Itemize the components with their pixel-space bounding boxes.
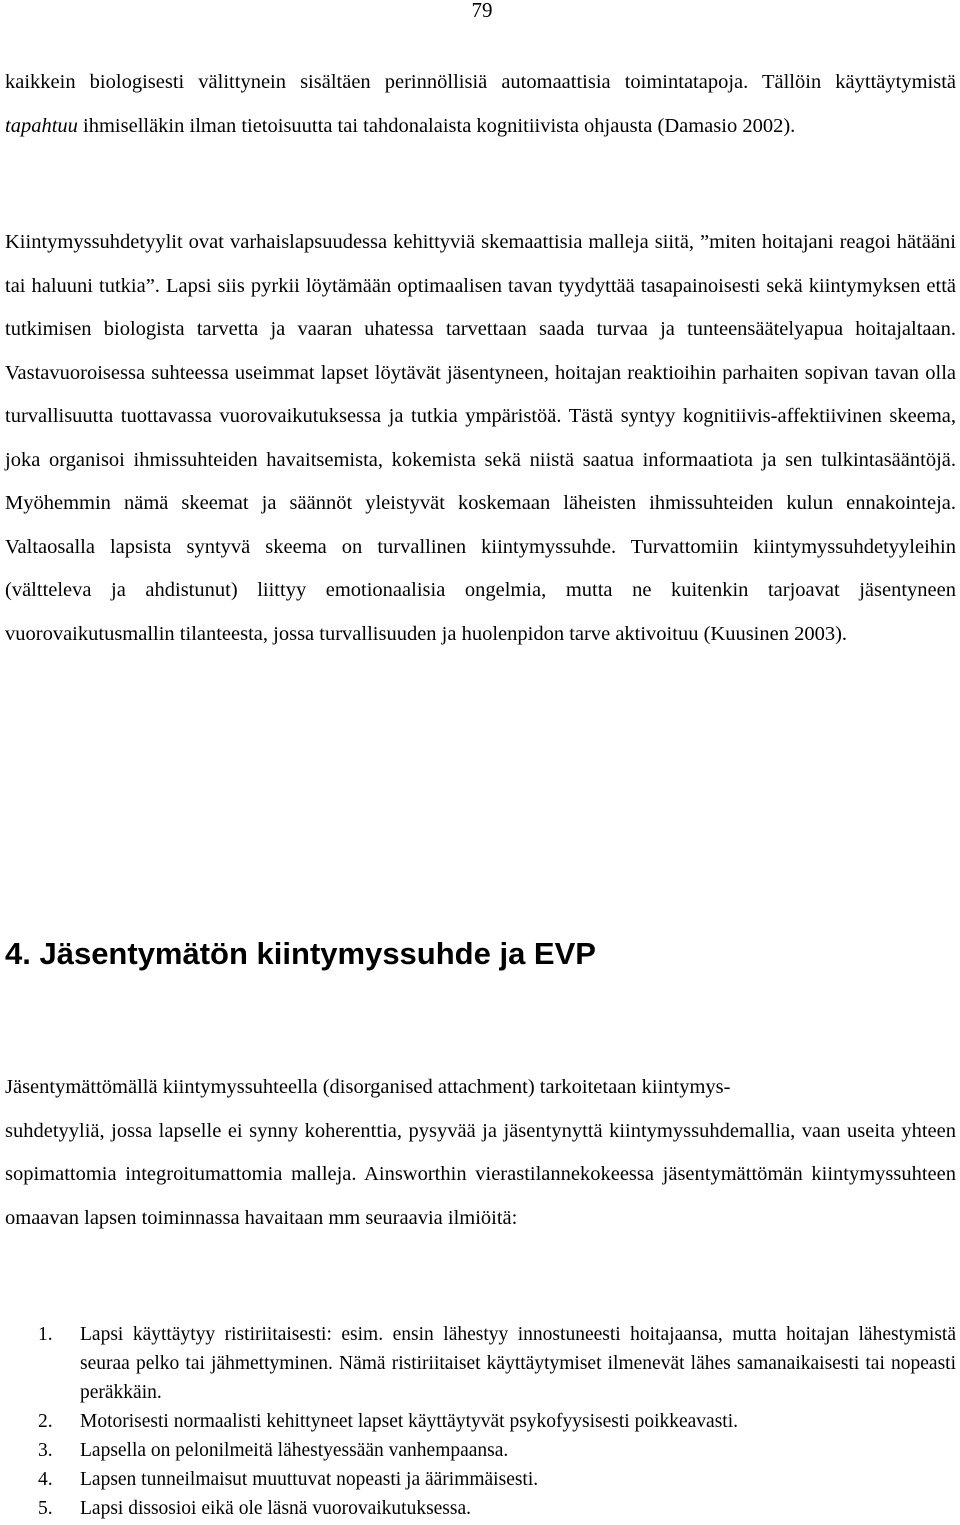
list-item-text: Lapsella on pelonilmeitä lähestyessään vanhempaansa.: [80, 1440, 509, 1461]
list-item-text: Lapsen tunneilmaisut muuttuvat nopeasti ja äärimmäisesti.: [80, 1469, 539, 1490]
list-item-number: 3.: [38, 1440, 53, 1461]
list-item-text: Motorisesti normaalisti kehittyneet lapset käyttäytyvät psykofyysisesti poikkeavasti.: [80, 1411, 739, 1432]
paragraph-text-end: suhdetyyliä, jossa lapselle ei synny koherenttia, pysyvää ja jäsentynyttä kiintymyssuhdemallia, vaan useita yhteen sopimattomia integroitumattomia malleja. Ainsworthin vierastilannekokeessa jäsentymättömän kiintymyssuhteen omaavan lapsen toiminnassa havaitaan mm seuraavia ilmiöitä:: [5, 1119, 956, 1229]
list-item: [0, 1494, 960, 1523]
section-heading: 4. Jäsentymätön kiintymyssuhde ja EVP: [5, 936, 596, 971]
paragraph-attachment-styles: Kiintymyssuhdetyylit ovat varhaislapsuudessa kehittyviä skemaattisia malleja siitä, ”miten hoitajani reagoi hätääni tai haluuni tutkia”. Lapsi siis pyrkii löytämään optimaalisen tavan tyydyttää tasapainoisesti sekä kiintymyksen että tutkimisen biologista tarvetta ja vaaran uhatessa tarvettaan saada turvaa ja tunteensäätelyapua hoitajaltaan. Vastavuoroisessa suhteessa useimmat lapset löytävät jäsentyneen, hoitajan reaktioihin parhaiten sopivan tavan olla turvallisuutta tuottavassa vuorovaikutuksessa ja tutkia ympäristöä. Tästä syntyy kognitiivis-affektiivinen skeema, joka organisoi ihmissuhteiden havaitsemista, kokemista sekä niistä saatua informaatiota ja sen tulkintasääntöjä. Myöhemmin nämä skeemat ja säännöt yleistyvät koskemaan läheisten ihmissuhteiden kulun ennakointeja. Valtaosalla lapsista syntyvä skeema on turvallinen kiintymyssuhde. Turvattomiin kiintymyssuhdetyyleihin (vältteleva ja ahdistunut) liittyy emotionaalisia ongelmia, mutta ne kuitenkin tarjoavat jäsentyneen vuorovaikutusmallin tilanteesta, jossa turvallisuuden ja huolenpidon tarve aktivoituu (Kuusinen 2003).: [5, 231, 956, 645]
list-item-number: 2.: [38, 1411, 53, 1432]
list-item-text: Lapsi käyttäytyy ristiriitaisesti: esim. ensin lähestyy innostuneesti hoitajaansa, mutta hoitajan lähestymistä seuraa pelko tai jähmettyminen. Nämä ristiriitaiset käyttäytymiset ilmenevät lähes samanaikaisesti tai nopeasti peräkkäin.: [80, 1324, 956, 1403]
paragraph-disorganised-attachment: [5, 1066, 956, 1240]
list-item-text: Lapsi dissosioi eikä ole läsnä vuorovaikutuksessa.: [80, 1498, 472, 1519]
phenomena-list: [0, 1320, 960, 1523]
list-item-number: 4.: [38, 1469, 53, 1490]
list-item-number: 1.: [38, 1324, 53, 1345]
list-item-number: 5.: [38, 1498, 53, 1519]
page-number: 79: [471, 0, 493, 22]
list-item: [0, 1320, 960, 1407]
paragraph-text: kaikkein biologisesti välittynein sisältäen perinnöllisiä automaattisia toimintatapoja. Tällöin käyttäytymistä: [5, 71, 956, 93]
paragraph-intro: [5, 61, 956, 148]
list-item: [0, 1407, 960, 1436]
italic-term: tapahtuu: [5, 114, 78, 137]
list-item: [0, 1465, 960, 1494]
paragraph-text: ihmiselläkin ilman tietoisuutta tai tahdonalaista kognitiivista ohjausta (Damasio 2002).: [77, 114, 796, 137]
list-item: [0, 1436, 960, 1465]
paragraph-text-start: Jäsentymättömällä kiintymyssuhteella (disorganised attachment) tarkoitetaan kiintymys-: [5, 1076, 731, 1098]
